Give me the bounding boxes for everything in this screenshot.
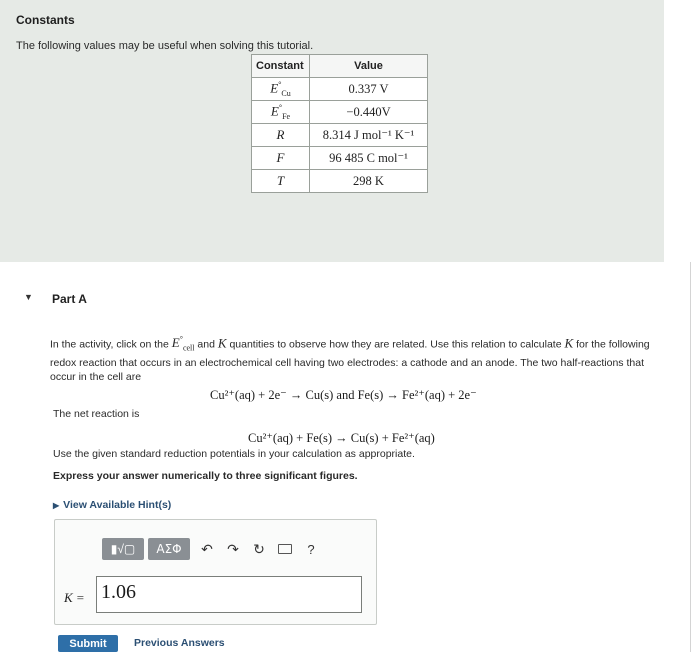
table-row [252,124,428,147]
constant-symbol: T [252,170,310,193]
previous-answers-link[interactable]: Previous Answers [134,637,225,649]
keyboard-icon[interactable] [272,538,298,560]
answer-format-instruction: Express your answer numerically to three significant figures. [53,470,358,482]
templates-button[interactable]: ▮√▢ [102,538,144,560]
constants-intro: The following values may be useful when solving this tutorial. [16,40,314,52]
math-toolbar [102,537,324,561]
table-row [252,147,428,170]
problem-instructions: In the activity, click on the $E^\circ_{cell}$ and K quantities to observe how they are related. Use this relation to calculate K for the following redox reaction that occurs in an electrochemical cell having two electrodes: a cathode and an anode. The two half-reactions that occur in the cell are [50,335,650,383]
constants-title: Constants [16,13,75,27]
constant-value: −0.440V [310,101,428,124]
triangle-right-icon: ▶ [53,501,60,510]
net-reaction-label: The net reaction is [53,408,140,420]
table-row [252,170,428,193]
reset-icon[interactable]: ↻ [253,540,265,557]
half-reaction-2: Fe(s) → Fe²⁺(aq) + 2e⁻ [357,388,477,402]
constant-symbol: R [252,124,310,147]
constant-value: 298 K [310,170,428,193]
instruction-text: Use the given standard reduction potentials in your calculation as appropriate. [53,448,415,460]
part-a-title[interactable]: Part A [52,292,87,306]
table-row [252,101,428,124]
k-symbol: K [217,335,227,351]
redo-icon[interactable]: ↷ [227,540,239,557]
k-answer-input[interactable]: 1.06 [96,576,362,613]
constant-symbol: $E^\circ_{Fe}$ [252,101,310,124]
constant-symbol: $E^\circ_{Cu}$ [252,78,310,101]
greek-symbols-button[interactable]: ΑΣΦ [148,538,190,560]
view-hints-link[interactable]: ▶ View Available Hint(s) [53,499,172,511]
undo-icon[interactable]: ↶ [201,540,213,557]
value-column-header: Value [310,55,428,78]
table-row [252,78,428,101]
constants-table [251,54,428,193]
half-reaction-1: Cu²⁺(aq) + 2e⁻ → Cu(s) [210,388,334,402]
submit-button[interactable]: Submit [58,635,118,652]
constant-column-header: Constant [252,55,310,78]
net-reaction: Cu²⁺(aq) + Fe(s) → Cu(s) + Fe²⁺(aq) [248,431,435,445]
k-answer-label: K = [64,590,85,605]
constant-value: 96 485 C mol⁻¹ [310,147,428,170]
help-icon[interactable]: ? [307,541,315,557]
half-reactions: Cu²⁺(aq) + 2e⁻ → Cu(s) and Fe(s) → Fe²⁺(aq) + 2e⁻ [210,388,477,402]
constant-value: 0.337 V [310,78,428,101]
constant-symbol: F [252,147,310,170]
constant-value: 8.314 J mol⁻¹ K⁻¹ [310,124,428,147]
constants-panel [0,0,664,262]
divider [690,262,691,652]
table-header-row [252,55,428,78]
triangle-down-icon[interactable]: ▼ [24,292,33,302]
ecell-symbol: $E^\circ_{cell}$ [171,335,195,353]
